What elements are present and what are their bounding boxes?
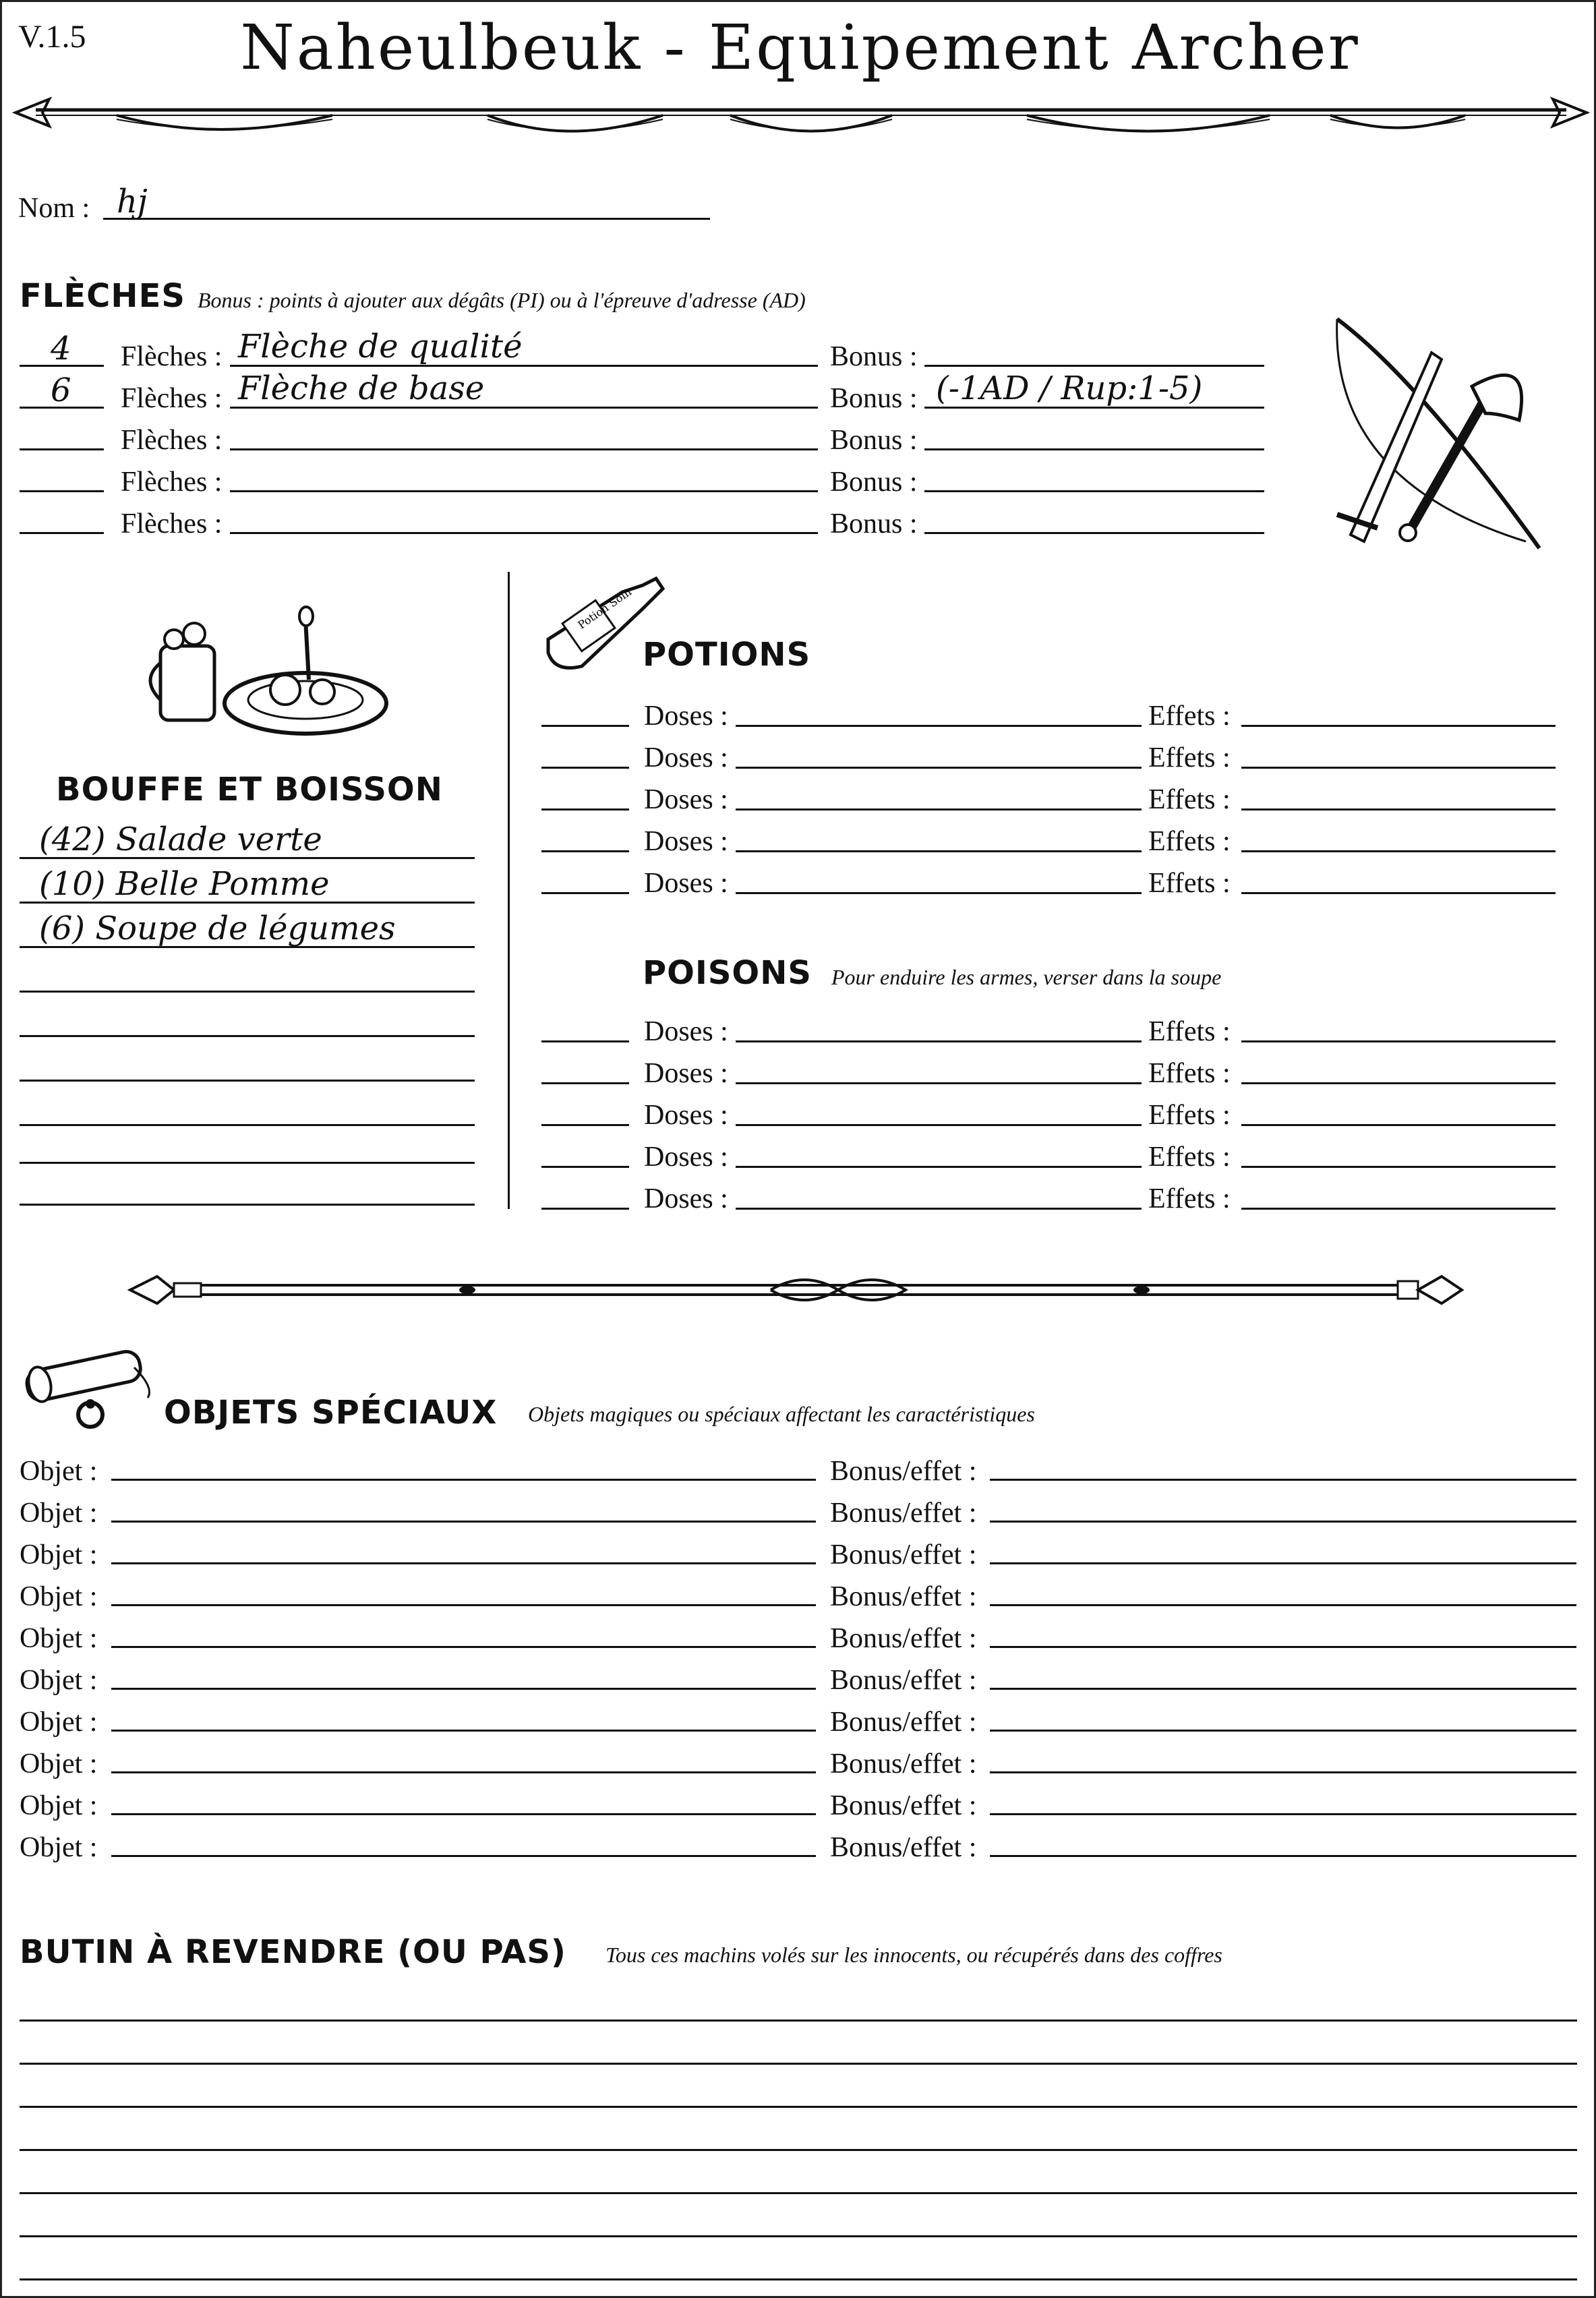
potion-qty[interactable] [541, 850, 629, 852]
arrow-bonus-2[interactable]: (-1AD / Rup:1-5) [936, 370, 1203, 407]
potions-section-title: POTIONS [643, 636, 811, 674]
special-bonus-field[interactable] [990, 1604, 1576, 1606]
poison-doses-label: Doses : [644, 1058, 728, 1089]
arrow-type-label: Flèches : [121, 383, 223, 414]
special-bonus-label: Bonus/effet : [830, 1456, 977, 1487]
food-section-title: BOUFFE ET BOISSON [56, 771, 443, 808]
special-bonus-label: Bonus/effet : [830, 1498, 977, 1529]
special-section-note: Objets magiques ou spéciaux affectant les caractéristiques [528, 1402, 1035, 1426]
arrow-type-label: Flèches : [121, 425, 223, 456]
special-object-label: Objet : [20, 1623, 98, 1654]
potion-effects-label: Effets : [1148, 742, 1231, 773]
food-item-3[interactable]: (6) Soupe de légumes [39, 910, 396, 947]
potion-doses[interactable] [736, 767, 1142, 769]
potion-effects-label: Effets : [1148, 826, 1231, 857]
arrow-bonus-label: Bonus : [830, 467, 918, 498]
special-object-field[interactable] [111, 1604, 816, 1606]
poison-effects[interactable] [1241, 1040, 1556, 1042]
special-object-field[interactable] [111, 1855, 816, 1857]
poison-effects[interactable] [1241, 1166, 1556, 1168]
potion-effects-label: Effets : [1148, 784, 1231, 815]
poison-qty[interactable] [541, 1208, 629, 1210]
loot-section-note: Tous ces machins volés sur les innocents, ou récupérés dans des coffres [605, 1943, 1222, 1967]
bow-sword-axe-icon [1324, 312, 1566, 555]
special-object-field[interactable] [111, 1771, 816, 1773]
special-object-label: Objet : [20, 1539, 98, 1570]
poison-effects-label: Effets : [1148, 1058, 1231, 1089]
special-bonus-label: Bonus/effet : [830, 1707, 977, 1738]
arrows-section-title: FLÈCHES [20, 277, 185, 315]
poison-doses-label: Doses : [644, 1142, 728, 1173]
arrows-section-note: Bonus : points à ajouter aux dégâts (PI) ou à l'épreuve d'adresse (AD) [198, 288, 806, 312]
special-object-field[interactable] [111, 1479, 816, 1481]
poison-qty[interactable] [541, 1082, 629, 1084]
poison-effects-label: Effets : [1148, 1183, 1231, 1214]
arrow-bonus-label: Bonus : [830, 341, 918, 372]
potion-doses[interactable] [736, 725, 1142, 727]
potion-effects[interactable] [1241, 808, 1556, 811]
potion-qty[interactable] [541, 767, 629, 769]
special-bonus-field[interactable] [990, 1855, 1576, 1857]
arrow-type-2[interactable]: Flèche de base [238, 370, 485, 407]
potion-doses-label: Doses : [644, 701, 728, 732]
poison-qty[interactable] [541, 1124, 629, 1126]
potion-qty[interactable] [541, 892, 629, 894]
potion-doses-label: Doses : [644, 742, 728, 773]
special-object-field[interactable] [111, 1562, 816, 1564]
special-bonus-label: Bonus/effet : [830, 1581, 977, 1612]
potion-effects[interactable] [1241, 767, 1556, 769]
special-object-field[interactable] [111, 1521, 816, 1523]
column-divider [508, 572, 510, 1209]
arrow-qty-1[interactable]: 4 [51, 330, 71, 367]
arrow-bonus-label: Bonus : [830, 425, 918, 456]
poison-doses[interactable] [736, 1040, 1142, 1042]
potion-doses-label: Doses : [644, 826, 728, 857]
special-bonus-label: Bonus/effet : [830, 1665, 977, 1696]
arrow-bonus-4[interactable] [924, 490, 1264, 492]
loot-line[interactable] [20, 2192, 1577, 2194]
special-object-label: Objet : [20, 1790, 98, 1821]
potion-doses-label: Doses : [644, 868, 728, 899]
food-item-2[interactable]: (10) Belle Pomme [39, 865, 330, 903]
special-object-label: Objet : [20, 1456, 98, 1487]
loot-section-title: BUTIN À REVENDRE (OU PAS) [20, 1933, 566, 1971]
poisons-section-note: Pour enduire les armes, verser dans la soupe [831, 965, 1222, 989]
potion-doses[interactable] [736, 892, 1142, 894]
special-object-label: Objet : [20, 1665, 98, 1696]
special-object-label: Objet : [20, 1832, 98, 1863]
potion-doses-label: Doses : [644, 784, 728, 815]
special-bonus-label: Bonus/effet : [830, 1539, 977, 1570]
special-object-field[interactable] [111, 1646, 816, 1648]
potion-doses[interactable] [736, 808, 1142, 811]
poison-effects-label: Effets : [1148, 1142, 1231, 1173]
loot-line[interactable] [20, 2063, 1577, 2065]
potion-effects-label: Effets : [1148, 868, 1231, 899]
potion-doses[interactable] [736, 850, 1142, 852]
poison-doses[interactable] [736, 1208, 1142, 1210]
special-bonus-label: Bonus/effet : [830, 1832, 977, 1863]
special-bonus-label: Bonus/effet : [830, 1623, 977, 1654]
arrow-type-3[interactable] [230, 448, 818, 450]
potion-qty[interactable] [541, 808, 629, 811]
name-label: Nom : [18, 193, 90, 224]
special-bonus-label: Bonus/effet : [830, 1748, 977, 1779]
scroll-and-ring-icon [20, 1347, 161, 1435]
arrow-bonus-label: Bonus : [830, 508, 918, 539]
special-bonus-label: Bonus/effet : [830, 1790, 977, 1821]
potion-qty[interactable] [541, 725, 629, 727]
poison-effects[interactable] [1241, 1124, 1556, 1126]
loot-line[interactable] [20, 2149, 1577, 2151]
arrow-type-label: Flèches : [121, 467, 223, 498]
special-object-label: Objet : [20, 1498, 98, 1529]
potion-effects[interactable] [1241, 725, 1556, 727]
special-bonus-field[interactable] [990, 1521, 1576, 1523]
arrow-bonus-5[interactable] [924, 532, 1264, 534]
special-bonus-field[interactable] [990, 1479, 1576, 1481]
staff-divider-icon [130, 1266, 1465, 1314]
poison-effects[interactable] [1241, 1082, 1556, 1084]
special-bonus-field[interactable] [990, 1646, 1576, 1648]
arrow-bonus-label: Bonus : [830, 383, 918, 414]
food-item-9[interactable] [20, 1204, 475, 1206]
name-field[interactable]: hj [117, 183, 148, 220]
poison-doses[interactable] [736, 1082, 1142, 1084]
page-title: Naheulbeuk - Equipement Archer [240, 11, 1360, 84]
poison-doses-label: Doses : [644, 1100, 728, 1131]
special-object-field[interactable] [111, 1730, 816, 1732]
loot-line[interactable] [20, 2106, 1577, 2108]
special-bonus-field[interactable] [990, 1771, 1576, 1773]
poison-doses-label: Doses : [644, 1016, 728, 1047]
food-item-6[interactable] [20, 1080, 475, 1082]
special-object-field[interactable] [111, 1813, 816, 1815]
arrow-banner-icon [16, 90, 1587, 150]
special-object-label: Objet : [20, 1707, 98, 1738]
poison-qty[interactable] [541, 1166, 629, 1168]
special-bonus-field[interactable] [990, 1813, 1576, 1815]
arrow-qty-2[interactable]: 6 [51, 372, 71, 409]
arrow-bonus-3[interactable] [924, 448, 1264, 450]
arrow-type-1[interactable]: Flèche de qualité [238, 328, 523, 365]
food-item-7[interactable] [20, 1124, 475, 1126]
arrow-type-label: Flèches : [121, 341, 223, 372]
poison-qty[interactable] [541, 1040, 629, 1042]
poison-effects-label: Effets : [1148, 1100, 1231, 1131]
loot-line[interactable] [20, 2235, 1577, 2237]
loot-line[interactable] [20, 2278, 1577, 2280]
potion-effects-label: Effets : [1148, 701, 1231, 732]
potion-effects[interactable] [1241, 850, 1556, 852]
food-item-4[interactable] [20, 991, 475, 993]
food-item-8[interactable] [20, 1162, 475, 1164]
poison-doses-label: Doses : [644, 1183, 728, 1214]
poison-effects-label: Effets : [1148, 1016, 1231, 1047]
food-item-5[interactable] [20, 1035, 475, 1037]
loot-line[interactable] [20, 2020, 1577, 2022]
food-item-1[interactable]: (42) Salade verte [39, 821, 322, 858]
poison-effects[interactable] [1241, 1208, 1556, 1210]
special-bonus-field[interactable] [990, 1562, 1576, 1564]
special-object-field[interactable] [111, 1688, 816, 1690]
poison-doses[interactable] [736, 1124, 1142, 1126]
potion-bottle-label: Potion Soin [575, 585, 634, 632]
version-label: V.1.5 [18, 19, 86, 55]
arrow-type-4[interactable] [230, 490, 818, 492]
special-bonus-field[interactable] [990, 1688, 1576, 1690]
special-object-label: Objet : [20, 1748, 98, 1779]
name-line [103, 218, 710, 220]
arrow-type-5[interactable] [230, 532, 818, 534]
arrow-type-label: Flèches : [121, 508, 223, 539]
beer-mug-and-plate-icon [140, 606, 390, 740]
special-section-title: OBJETS SPÉCIAUX [164, 1394, 498, 1432]
potion-effects[interactable] [1241, 892, 1556, 894]
poison-doses[interactable] [736, 1166, 1142, 1168]
special-object-label: Objet : [20, 1581, 98, 1612]
special-bonus-field[interactable] [990, 1730, 1576, 1732]
poisons-section-title: POISONS [643, 954, 812, 992]
